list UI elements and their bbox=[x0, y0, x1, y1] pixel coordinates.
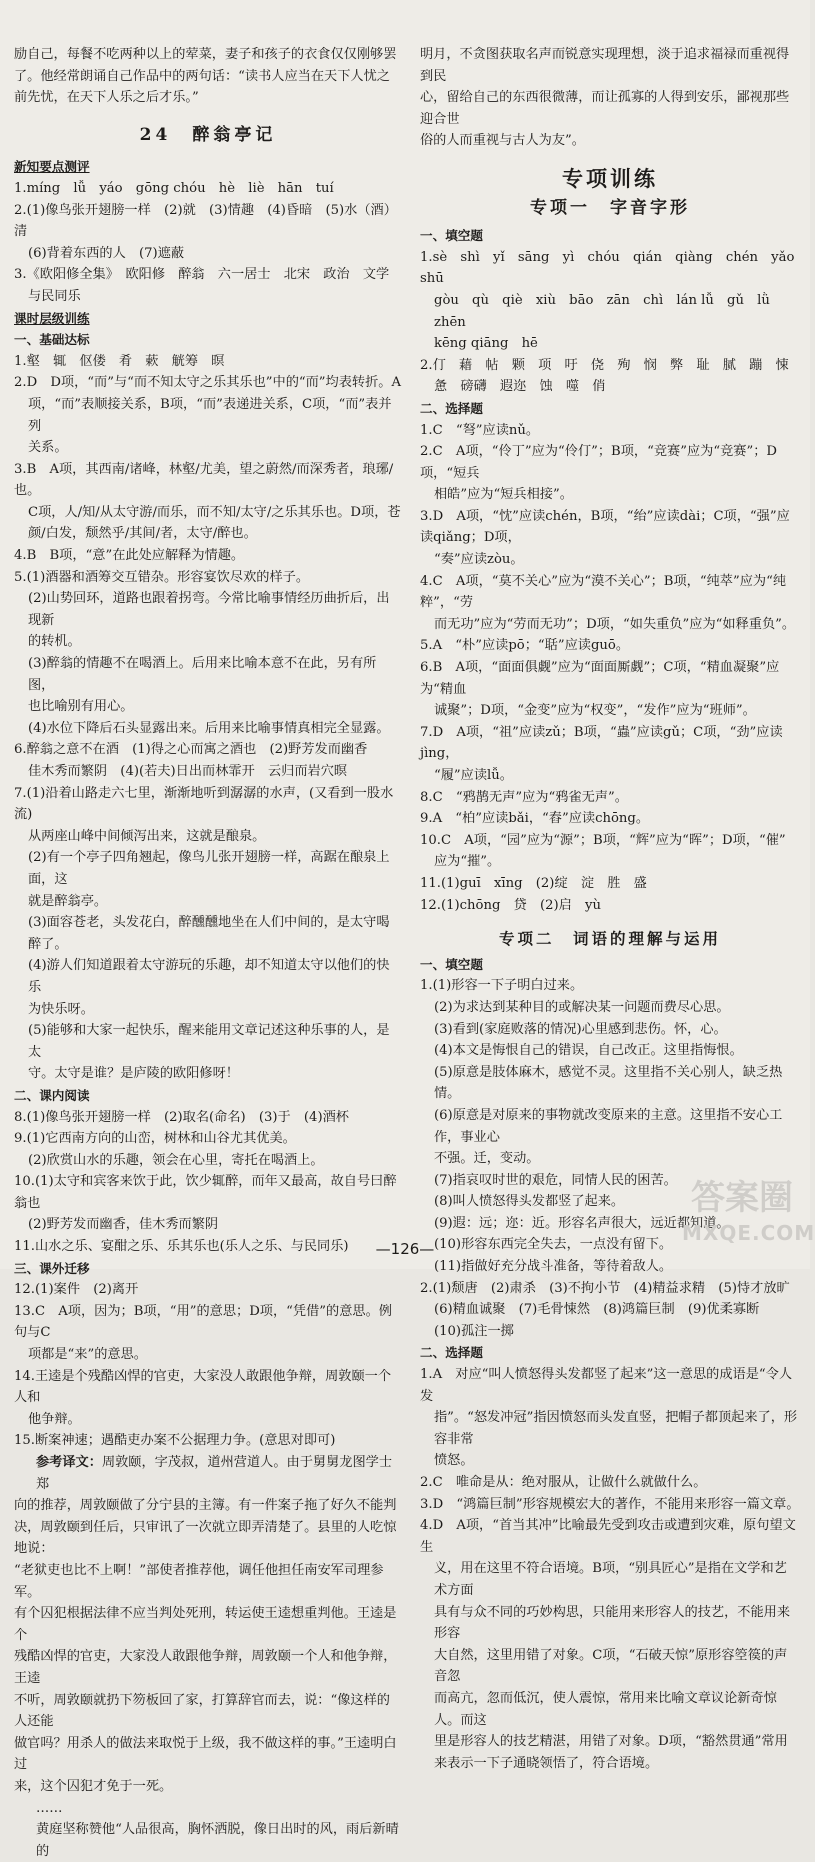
answer-line: (10)孤注一掷 bbox=[434, 1323, 514, 1339]
answer-line: (3)醉翁的情趣不在喝酒上。后用来比喻本意不在此，另有所图， bbox=[28, 656, 377, 693]
choice-answers-topic-two bbox=[420, 1364, 800, 1774]
text-line: 有个囚犯根据法律不应当判处死刑，转运使王逵想重判他。王逵是个 bbox=[14, 1606, 397, 1643]
answer-line: 从两座山峰中间倾泻出来，这就是酿泉。 bbox=[28, 828, 266, 844]
answer-line: (10)形容东西完全失去，一点没有留下。 bbox=[434, 1237, 673, 1253]
answer-line: 守。太守是谁？是庐陵的欧阳修呀！ bbox=[28, 1066, 239, 1082]
answer-line: 1.壑 辄 伛偻 肴 蔌 觥筹 暝 bbox=[14, 353, 225, 369]
answer-line: 1.C “弩”应读nǔ。 bbox=[420, 422, 540, 438]
answer-line: 7.D A项，“祖”应读zǔ；B项，“蟲”应读gǔ；C项，“劲”应读jìng， bbox=[420, 724, 783, 762]
text-line: 励自己，每餐不吃两种以上的荤菜，妻子和孩子的衣食仅仅刚够罢 bbox=[14, 47, 397, 62]
answer-line: 1.(1)形容一下子明白过来。 bbox=[420, 978, 584, 994]
answer-line: (8)叫人愤怒得头发都竖了起来。 bbox=[434, 1194, 625, 1210]
answer-line: 不强。迁，变动。 bbox=[434, 1151, 540, 1167]
reference-translation bbox=[14, 1452, 402, 1862]
left-column bbox=[14, 44, 402, 1862]
text-line: 残酷凶悍的官吏，大家没人敢跟他争辩，周敦颐一个人和他争辩，王逵 bbox=[14, 1649, 397, 1686]
answer-line: 6.B A项，“面面俱觑”应为“面面厮觑”；C项，“精血凝聚”应为“精血 bbox=[420, 660, 780, 697]
basic-answers bbox=[14, 351, 402, 1085]
topic-two-title: 专项二 词语的理解与运用 bbox=[498, 929, 721, 949]
answer-line: 14.王逵是个残酷凶悍的官吏，大家没人敢跟他争辩，周敦颐一个人和 bbox=[14, 1368, 392, 1406]
answer-line: 6.醉翁之意不在酒 (1)得之心而寓之酒也 (2)野芳发而幽香 bbox=[14, 742, 368, 758]
text-line: 不听，周敦颐就扔下笏板回了家，打算辞官而去，说：“像这样的人还能 bbox=[14, 1692, 390, 1730]
lesson-title: 24 醉翁亭记 bbox=[139, 124, 277, 145]
answer-line: (4)游人们知道跟着太守游玩的乐趣，却不知道太守以他们的快乐 bbox=[28, 958, 390, 995]
answer-line: 也比喻别有用心。 bbox=[28, 699, 134, 715]
answer-line: (5)原意是肢体麻木，感觉不灵。这里指不关心别人，缺乏热情。 bbox=[434, 1064, 783, 1102]
answer-line: 就是醉翁亭。 bbox=[28, 893, 108, 909]
answer-line: 2.C 唯命是从：绝对服从，让做什么就做什么。 bbox=[420, 1475, 707, 1490]
watermark-logo bbox=[682, 1178, 815, 1262]
subsection-heading: 一、填空题 bbox=[420, 228, 483, 244]
right-top-paragraph bbox=[420, 44, 800, 152]
answer-line: “履”应读lǚ。 bbox=[434, 768, 513, 783]
answer-line: 项都是“来”的意思。 bbox=[28, 1347, 147, 1363]
answer-line: (2)有一个亭子四角翘起，像鸟儿张开翅膀一样，高踞在酿泉上面，这 bbox=[28, 850, 390, 887]
text-line: 俗的人而重视与古人为友”。 bbox=[420, 133, 585, 149]
answer-line: 相皓”应为“短兵相接”。 bbox=[434, 487, 573, 503]
answer-line: (11)指做好充分战斗准备，等待着敌人。 bbox=[434, 1259, 673, 1275]
answer-line: 12.(1)案件 (2)离开 bbox=[14, 1282, 139, 1298]
answer-line: 具有与众不同的巧妙构思，只能用来形容人的技艺，不能用来形容 bbox=[434, 1604, 791, 1642]
answer-line: 2.C A项，“伶丁”应为“伶仃”；B项，“竞赛”应为“竞赛”；D项，“短兵 bbox=[420, 444, 777, 481]
text-line: 黄庭坚称赞他“人品很高，胸怀洒脱，像日出时的风，雨后新晴的 bbox=[36, 1822, 399, 1859]
answer-line: 4.B B项，“意”在此处应解释为情趣。 bbox=[14, 548, 245, 564]
answer-line: 9.(1)它西南方向的山峦，树林和山谷尤其优美。 bbox=[14, 1131, 296, 1147]
answer-line: 2.D D项，“而”与“而不知太守之乐其乐也”中的“而”均表转折。A bbox=[14, 375, 402, 391]
answer-line: 愤怒。 bbox=[434, 1453, 474, 1469]
answer-line: 3.D A项，“忱”应读chén，B项，“绐”应读dài；C项，“强”应读qiǎng；D项， bbox=[420, 508, 790, 546]
answer-line: 1.sè shì yǐ sāng yì chóu qián qiàng chén yǎo shū bbox=[420, 249, 808, 287]
answer-line: (3)看到(家庭败落的情况)心里感到悲伤。怀，心。 bbox=[434, 1021, 727, 1037]
answer-line: 而高亢，忽而低沉，使人震惊，常用来比喻文章议论新奇惊人。而这 bbox=[434, 1690, 777, 1728]
watermark-url: MXQE.COM bbox=[682, 1221, 815, 1245]
answer-line: 大自然，这里用错了对象。C项，“石破天惊”原形容箜篌的声音忽 bbox=[434, 1647, 788, 1685]
answer-line: 8.(1)像鸟张开翅膀一样 (2)取名(命名) (3)于 (4)酒杯 bbox=[14, 1109, 349, 1125]
answer-line: 2.仃 藉 帖 颗 项 吁 侥 殉 悯 弊 耻 腻 蹦 悚 bbox=[420, 357, 789, 373]
answer-line: 10.(1)太守和宾客来饮于此，饮少辄醉，而年又最高，故自号曰醉翁也 bbox=[14, 1174, 397, 1211]
answer-line: 5.A “朴”应读pō；“聒”应读guō。 bbox=[420, 638, 630, 654]
section-heading: 新知要点测评 bbox=[14, 159, 90, 175]
answer-line: 4.C A项，“莫不关心”应为“漠不关心”；B项，“纯萃”应为“纯粹”，“劳 bbox=[420, 573, 787, 611]
answer-line: 诚聚”；D项，“金变”应为“权变”，“发作”应为“班师”。 bbox=[434, 703, 756, 719]
subsection-heading: 一、填空题 bbox=[420, 956, 483, 972]
answer-line: 15.断案神速；遇酷吏办案不公据理力争。(意思对即可) bbox=[14, 1433, 336, 1449]
answer-line: gòu qù qiè xiù bāo zān chì lán lǚ gǔ lǜ zhēn bbox=[434, 292, 784, 330]
answer-line: C项，人/知/从太守游/而乐，而不知/太守/之乐其乐也。D项，苍 bbox=[28, 504, 401, 520]
answer-line: 10.C A项，“园”应为“源”；B项，“辉”应为“晖”；D项，“催” bbox=[420, 832, 786, 848]
answer-line: (5)能够和大家一起快乐，醒来能用文章记述这种乐事的人，是太 bbox=[28, 1023, 390, 1060]
topic-one-title: 专项一 字音字形 bbox=[530, 197, 690, 218]
answer-line: 颜/白发，颓然乎/其间/者，太守/醉也。 bbox=[28, 526, 257, 542]
watermark-text: 答案圈 bbox=[691, 1178, 793, 1218]
answer-line: (3)面容苍老，头发花白，醉醺醺地坐在人们中间的，是太守喝醉了。 bbox=[28, 915, 390, 952]
answer-line: 佳木秀而繁阴 (4)(若夫)日出而林霏开 云归而岩穴暝 bbox=[28, 764, 348, 779]
text-line: 周敦颐，字茂叔，道州营道人。由于舅舅龙图学士郑 bbox=[36, 1455, 393, 1492]
choice-answers-topic-one bbox=[420, 420, 800, 917]
answer-line: (7)指哀叹时世的艰危，同情人民的困苦。 bbox=[434, 1172, 677, 1188]
answer-line: (6)原意是对原来的事物就改变原来的主意。这里指不安心工作，事业心 bbox=[434, 1107, 783, 1145]
answer-line: 12.(1)chōng 贷 (2)启 yù bbox=[420, 897, 601, 913]
right-column bbox=[420, 44, 815, 1774]
answer-line: 来表示一下子通晓领悟了，符合语境。 bbox=[434, 1755, 659, 1771]
text-line: 决，周敦颐到任后，只审讯了一次就立即弄清楚了。县里的人吃惊地说： bbox=[14, 1519, 397, 1557]
answer-line: 9.A “柏”应读bǎi，“舂”应读chōng。 bbox=[420, 811, 650, 827]
answer-line: 11.(1)guī xīng (2)绽 淀 胜 盛 bbox=[420, 875, 647, 891]
answer-line: 应为“摧”。 bbox=[434, 854, 501, 870]
text-line: 向的推荐，周敦颐做了分宁县的主簿。有一件案子拖了好久不能判 bbox=[14, 1498, 397, 1514]
subsection-heading: 二、课内阅读 bbox=[14, 1087, 90, 1103]
answer-line: (2)野芳发而幽香，佳木秀而繁阴 bbox=[28, 1217, 219, 1233]
subsection-heading: 一、基础达标 bbox=[14, 332, 90, 348]
text-line: “老狱吏也比不上啊！”部使者推荐他，调任他担任南安军司理参军。 bbox=[14, 1562, 384, 1600]
section-heading: 课时层级训练 bbox=[14, 310, 90, 326]
answer-line: 他争辩。 bbox=[28, 1411, 81, 1427]
answer-line: 指”。“怒发冲冠”指因愤怒而头发直竖，把帽子都顶起来了，形容非常 bbox=[434, 1410, 798, 1447]
answer-line: (2)欣赏山水的乐趣，领会在心里，寄托在喝酒上。 bbox=[28, 1152, 324, 1168]
answer-line: 为快乐呀。 bbox=[28, 1001, 94, 1017]
answer-line: 3.B A项，其西南/诸峰，林壑/尤美，望之蔚然/而深秀者，琅琊/也。 bbox=[14, 461, 394, 499]
answer-line: 项，“而”表顺接关系，B项，“而”表递进关系，C项，“而”表并列 bbox=[28, 396, 392, 434]
text-line: 做官吗？用杀人的做法来取悦于上级，我不做这样的事。”王逵明白过 bbox=[14, 1735, 397, 1773]
answer-line: 关系。 bbox=[28, 440, 68, 456]
answer-line: 8.C “鸦鹊无声”应为“鸦雀无声”。 bbox=[420, 789, 628, 805]
answer-line: kēng qiāng hē bbox=[434, 336, 538, 352]
answer-line: 11.山水之乐、宴酣之乐、乐其乐也(乐人之乐、与民同乐) bbox=[14, 1239, 349, 1255]
text-line: 心，留给自己的东西很微薄，而让孤寡的人得到安乐，鄙视那些迎合世 bbox=[420, 90, 790, 127]
answer-line: 1.A 对应“叫人愤怒得头发都竖了起来”这一意思的成语是“令人发 bbox=[420, 1367, 793, 1404]
answer-line: (9)遐：远；迩：近。形容名声很大，远近都知道。 bbox=[434, 1215, 730, 1231]
answer-line: (6)精血诚聚 (7)毛骨悚然 (8)鸿篇巨制 (9)优柔寡断 bbox=[434, 1302, 760, 1318]
answer-line: 里是形容人的技艺精湛，用错了对象。D项，“豁然贯通”常用 bbox=[434, 1734, 788, 1750]
text-line: 明月，不贪图获取名声而锐意实现理想，淡于追求福禄而重视得到民 bbox=[420, 47, 790, 84]
answer-line: “奏”应读zòu。 bbox=[434, 552, 524, 568]
answer-line: 13.C A项，因为；B项，“用”的意思；D项，“凭借”的意思。例句与C bbox=[14, 1303, 392, 1341]
answer-line: (4)水位下降后石头显露出来。后用来比喻事情真相完全显露。 bbox=[28, 720, 390, 736]
page-number: —126— bbox=[375, 1240, 435, 1258]
text-line: 来，这个囚犯才免于一死。 bbox=[14, 1778, 173, 1794]
answer-line: 3.D “鸿篇巨制”形容规模宏大的著作，不能用来形容一篇文章。 bbox=[420, 1496, 800, 1512]
answer-line: (6)背着东西的人 (7)遮蔽 bbox=[28, 245, 185, 261]
special-training-title: 专项训练 bbox=[562, 165, 658, 191]
ellipsis-line: …… bbox=[36, 1800, 63, 1816]
answer-line: 5.(1)酒器和酒筹交互错杂。形容宴饮尽欢的样子。 bbox=[14, 569, 310, 585]
text-line: 了。他经常朗诵自己作品中的两句话：“读书人应当在天下人忧之 bbox=[14, 68, 390, 84]
extended-reading-answers bbox=[14, 1279, 402, 1452]
answer-line: 3.《欧阳修全集》 欧阳修 醉翁 六一居士 北宋 政治 文学 bbox=[14, 267, 390, 283]
answer-line: (4)本文是悔恨自己的错误，自己改正。这里指悔恨。 bbox=[434, 1043, 743, 1059]
subsection-heading: 二、选择题 bbox=[420, 1345, 483, 1361]
left-top-paragraph bbox=[14, 44, 402, 109]
answer-line: 而无功”应为“劳而无功”；D项，“如失重负”应为“如释重负”。 bbox=[434, 616, 796, 632]
answer-line: 惫 磅礴 遐迩 蚀 噬 俏 bbox=[434, 379, 606, 395]
answer-line: 的转机。 bbox=[28, 634, 81, 650]
text-line: 前先忧，在天下人乐之后才乐。” bbox=[14, 90, 199, 106]
reference-translation-label: 参考译文： bbox=[36, 1455, 102, 1470]
answer-line: 7.(1)沿着山路走六七里，渐渐地听到潺潺的水声，(又看到一股水流) bbox=[14, 785, 394, 823]
answer-line: 2.(1)颓唐 (2)肃杀 (3)不拘小节 (4)精益求精 (5)恃才放旷 bbox=[420, 1280, 790, 1296]
subsection-heading: 三、课外迁移 bbox=[14, 1260, 90, 1276]
answer-line: (2)为求达到某种目的或解决某一问题而费尽心思。 bbox=[434, 999, 730, 1015]
answer-line: (2)山势回环，道路也跟着拐弯。今常比喻事情经历曲折后，出现新 bbox=[28, 591, 390, 628]
fill-answers-topic-two bbox=[420, 975, 815, 1342]
answer-line: 1.míng lǚ yáo gōng chóu hè liè hān tuí bbox=[14, 180, 334, 196]
answer-line: 4.D A项，“首当其冲”比喻最先受到攻击或遭到灾难，原句望文生 bbox=[420, 1518, 796, 1555]
answer-line: 与民同乐 bbox=[28, 288, 81, 304]
answer-line: 2.(1)像鸟张开翅膀一样 (2)就 (3)情趣 (4)昏暗 (5)水（酒）清 bbox=[14, 202, 397, 240]
in-class-reading-answers bbox=[14, 1107, 402, 1258]
subsection-heading: 二、选择题 bbox=[420, 400, 483, 416]
answer-line: 义，用在这里不符合语境。B项，“别具匠心”是指在文学和艺术方面 bbox=[434, 1561, 787, 1598]
